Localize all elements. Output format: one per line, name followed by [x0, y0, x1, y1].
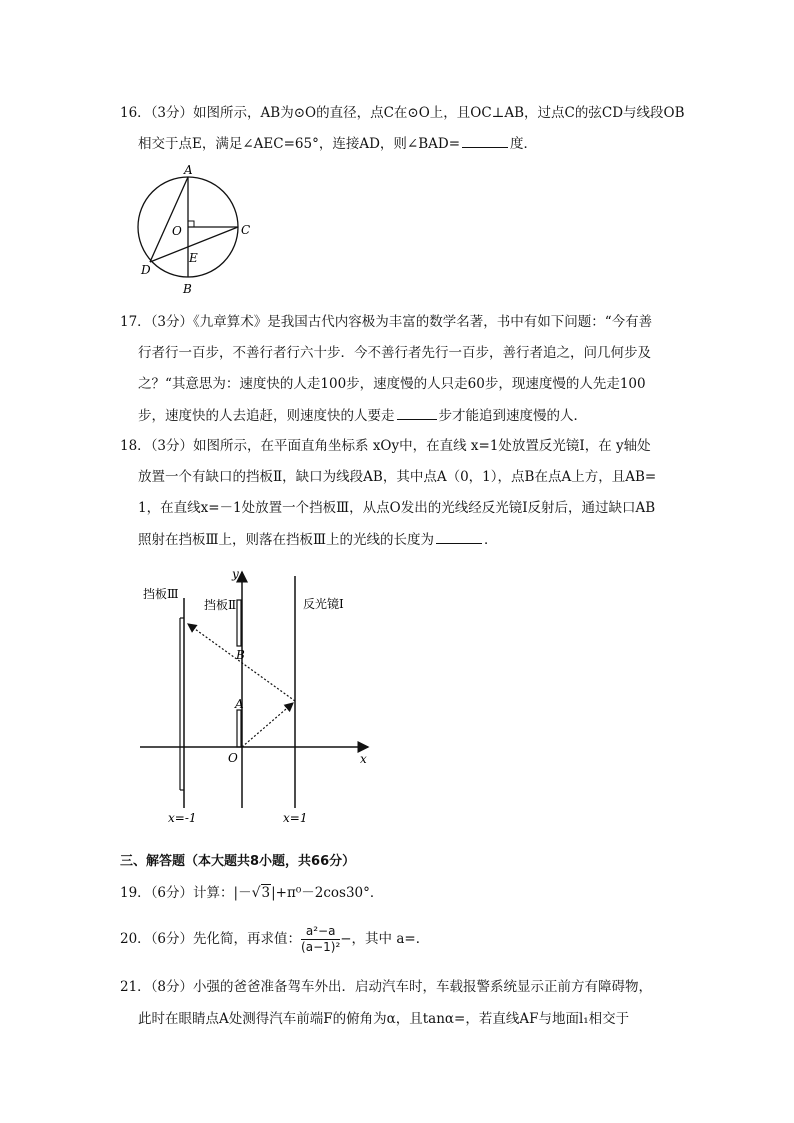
- label-B: B: [183, 282, 192, 296]
- q16-line2: [138, 134, 537, 153]
- label-D: D: [141, 263, 151, 277]
- q17-line3: 之？“其意思为：速度快的人走100步，速度慢的人只走60步，现速度慢的人先走100: [138, 376, 646, 392]
- q19-number: 19．: [120, 885, 151, 901]
- q20-score: （6分）: [150, 931, 194, 947]
- q17-number: 17．: [120, 314, 151, 330]
- q18-text1: 如图所示，在平面直角坐标系 xOy中，在直线 x=1处放置反光镜Ⅰ，在 y轴处: [193, 438, 651, 454]
- q16-text2: 相交于点E，满足∠AEC=65°，连接AD，则∠BAD=: [138, 136, 461, 152]
- q18-score: （3分）: [150, 438, 194, 454]
- section-title: 三、解答题（本大题共8小题，共66分）: [120, 854, 356, 869]
- q18-line3: 1，在直线x=－1处放置一个挡板Ⅲ，从点O发出的光线经反光镜Ⅰ反射后，通过缺口AB: [138, 500, 656, 516]
- q20-denominator: (a−1)²: [301, 940, 341, 954]
- q18-line1: [120, 437, 651, 455]
- q17-score: （3分）: [150, 314, 194, 330]
- label-board2: 挡板Ⅱ: [204, 598, 237, 612]
- q16-text2-end: 度．: [510, 136, 538, 152]
- q17-line4: [138, 406, 587, 425]
- q16-number: 16．: [120, 105, 151, 121]
- q17-text4: 步，速度快的人去追赶，则速度快的人要走: [138, 408, 395, 424]
- q21-text1: 小强的爸爸准备驾车外出．启动汽车时，车载报警系统显示正前方有障碍物，: [193, 979, 653, 995]
- label-E: E: [189, 251, 198, 265]
- q17-text1: 《九章算术》是我国古代内容极为丰富的数学名著，书中有如下问题：“今有善: [193, 314, 653, 330]
- q19-score: （6分）: [150, 885, 194, 901]
- q18-text4: 照射在挡板Ⅲ上，则落在挡板Ⅲ上的光线的长度为: [138, 532, 435, 548]
- q18-coordinate-figure: [130, 560, 390, 830]
- label-O: O: [228, 751, 238, 765]
- label-mirror: 反光镜Ⅰ: [303, 597, 344, 611]
- q19-sqrt: 3: [261, 885, 271, 901]
- label-A: A: [184, 163, 193, 177]
- label-C: C: [241, 223, 251, 237]
- label-x-1: x=1: [283, 811, 308, 825]
- label-y: y: [232, 567, 239, 581]
- q16-circle-figure: [130, 160, 260, 300]
- label-O: O: [172, 224, 182, 238]
- q19-text-pre: 计算：|－: [193, 885, 252, 901]
- q19-line: 19．（6分）计算：|－√3|+π⁰－2cos30°．: [120, 885, 384, 901]
- q20-fraction: [301, 924, 340, 955]
- q16-line1: [120, 104, 685, 122]
- answer-blank: [397, 406, 437, 420]
- label-x-neg1: x=-1: [168, 811, 197, 825]
- q18-line4: [138, 530, 498, 549]
- q20-numerator: a²−a: [301, 924, 340, 940]
- q20-text-pre: 先化简，再求值：: [193, 931, 302, 947]
- q21-score: （8分）: [150, 979, 194, 995]
- q18-line2: 放置一个有缺口的挡板Ⅱ，缺口为线段AB，其中点A（0，1），点B在点A上方，且AB=: [138, 469, 657, 485]
- answer-blank: [436, 530, 482, 544]
- label-B: B: [236, 648, 245, 662]
- answer-blank: [462, 134, 508, 148]
- q16-text1: 如图所示，AB为⊙O的直径，点C在⊙O上，且OC⊥AB，过点C的弦CD与线段OB: [193, 105, 685, 121]
- q16-score: （3分）: [150, 105, 194, 121]
- q20-text-mid: −，其中 a=．: [340, 931, 430, 947]
- q20-number: 20．: [120, 931, 151, 947]
- q17-text4-end: 步才能追到速度慢的人．: [438, 408, 587, 424]
- q21-number: 21．: [120, 979, 151, 995]
- q17-line1: [120, 313, 652, 331]
- label-A: A: [235, 697, 244, 711]
- label-x: x: [360, 752, 367, 766]
- q17-line2: 行者行一百步，不善行者行六十步．今不善行者先行一百步，善行者追之，问几何步及: [138, 345, 651, 361]
- q21-line2: 此时在眼睛点A处测得汽车前端F的俯角为α，且tanα=，若直线AF与地面l₁相交于: [138, 1011, 630, 1027]
- q20-line: [120, 922, 429, 956]
- q21-line1: [120, 978, 652, 996]
- label-board3: 挡板Ⅲ: [143, 587, 179, 601]
- q19-text-post: |+π⁰－2cos30°．: [271, 885, 384, 901]
- q18-number: 18．: [120, 438, 151, 454]
- q18-text4-end: ．: [484, 532, 498, 548]
